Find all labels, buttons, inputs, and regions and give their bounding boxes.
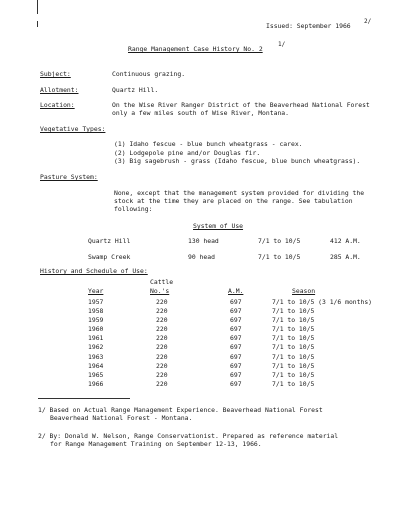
system-row-dates: 7/1 to 10/5 <box>258 253 301 261</box>
history-year: 1959 <box>88 316 104 325</box>
history-cattle: 220 <box>156 343 168 352</box>
system-row-name: Quartz Hill <box>88 237 131 245</box>
history-year: 1965 <box>88 370 104 379</box>
history-year: 1962 <box>88 343 104 352</box>
location-line-1: On the Wise River Ranger District of the Beaverhead National Forest <box>112 101 370 109</box>
history-am: 697 <box>230 379 242 388</box>
footnote-2-line-2: for Range Management Training on September 12-13, 1966. <box>50 440 262 448</box>
system-row-head: 130 head <box>188 237 219 245</box>
history-season: 7/1 to 10/5 (3 1/6 months) <box>272 298 373 306</box>
history-am-column <box>230 298 242 389</box>
allotment-value: Quartz Hill. <box>112 86 159 94</box>
col-header-cattle: Cattle <box>150 278 174 286</box>
history-year: 1964 <box>88 361 104 370</box>
history-year: 1958 <box>88 307 104 316</box>
history-cattle: 220 <box>156 316 168 325</box>
system-of-use-heading: System of Use <box>193 222 244 230</box>
history-am: 697 <box>230 325 242 334</box>
footnote-divider <box>38 398 130 399</box>
system-row-am: 412 A.M. <box>330 237 361 245</box>
pasture-system-line-2: stock at the time they are placed on the range. See tabulation <box>114 197 353 205</box>
history-season: 7/1 to 10/5 <box>272 370 315 379</box>
history-am: 697 <box>230 352 242 361</box>
subject-label: Subject: <box>40 70 71 78</box>
col-header-cattle-nos: No.'s <box>150 287 170 295</box>
history-am: 697 <box>230 334 242 343</box>
location-line-2: only a few miles south of Wise River, Montana. <box>112 109 289 117</box>
history-cattle: 220 <box>156 307 168 316</box>
history-year: 1961 <box>88 334 104 343</box>
history-cattle: 220 <box>156 361 168 370</box>
history-am: 697 <box>230 343 242 352</box>
history-cattle: 220 <box>156 325 168 334</box>
footnote-1-line-1: 1/ Based on Actual Range Management Experience. Beaverhead National Forest <box>38 406 323 414</box>
history-season: 7/1 to 10/5 <box>272 379 315 388</box>
document-title: Range Management Case History No. 2 <box>128 45 263 53</box>
title-footnote-mark: 1/ <box>278 41 286 48</box>
system-row-dates: 7/1 to 10/5 <box>258 237 301 245</box>
system-row-am: 285 A.M. <box>330 253 361 261</box>
pasture-system-heading: Pasture System: <box>40 173 98 181</box>
issued-date: Issued: September 1966 <box>266 22 351 30</box>
margin-mark <box>37 21 38 27</box>
history-year: 1966 <box>88 379 104 388</box>
history-year-column <box>88 298 103 389</box>
issued-footnote-mark: 2/ <box>364 18 372 25</box>
col-header-season: Season <box>292 287 316 295</box>
pasture-system-line-1: None, except that the management system provided for dividing the <box>114 189 365 197</box>
history-season: 7/1 to 10/5 <box>272 325 315 334</box>
allotment-label: Allotment: <box>40 86 79 94</box>
history-season: 7/1 to 10/5 <box>272 343 315 352</box>
history-am: 697 <box>230 361 242 370</box>
history-cattle: 220 <box>156 334 168 343</box>
history-year: 1957 <box>88 298 104 306</box>
history-am: 697 <box>230 307 242 316</box>
system-row-head: 90 head <box>188 253 215 261</box>
history-am: 697 <box>230 316 242 325</box>
location-label: Location: <box>40 101 75 109</box>
subject-value: Continuous grazing. <box>112 70 186 78</box>
history-year: 1963 <box>88 352 104 361</box>
history-season: 7/1 to 10/5 <box>272 316 315 325</box>
history-heading: History and Schedule of Use: <box>40 267 148 275</box>
history-cattle: 220 <box>156 298 168 306</box>
footnote-2-line-1: 2/ By: Donald W. Nelson, Range Conservationist. Prepared as reference material <box>38 432 339 440</box>
history-year: 1960 <box>88 325 104 334</box>
history-am: 697 <box>230 370 242 379</box>
pasture-system-line-3: following: <box>114 205 153 213</box>
vegetative-type-item: (2) Lodgepole pine and/or Douglas fir. <box>114 149 261 157</box>
history-season: 7/1 to 10/5 <box>272 334 315 343</box>
history-cattle-column <box>156 298 168 389</box>
history-cattle: 220 <box>156 379 168 388</box>
footnote-1-line-2: Beaverhead National Forest - Montana. <box>50 414 193 422</box>
system-row-name: Swamp Creek <box>88 253 131 261</box>
history-season: 7/1 to 10/5 <box>272 352 315 361</box>
history-am: 697 <box>230 298 242 306</box>
vegetative-type-item: (1) Idaho fescue - blue bunch wheatgrass - carex. <box>114 140 303 148</box>
history-season: 7/1 to 10/5 <box>272 307 315 316</box>
vegetative-types-heading: Vegetative Types: <box>40 125 106 133</box>
col-header-am: A.M. <box>228 287 244 295</box>
margin-mark <box>37 0 38 14</box>
history-cattle: 220 <box>156 370 168 379</box>
history-cattle: 220 <box>156 352 168 361</box>
col-header-year: Year <box>88 287 104 295</box>
vegetative-type-item: (3) Big sagebrush - grass (Idaho fescue, blue bunch wheatgrass). <box>114 157 361 165</box>
history-season: 7/1 to 10/5 <box>272 361 315 370</box>
history-season-column <box>272 298 372 389</box>
